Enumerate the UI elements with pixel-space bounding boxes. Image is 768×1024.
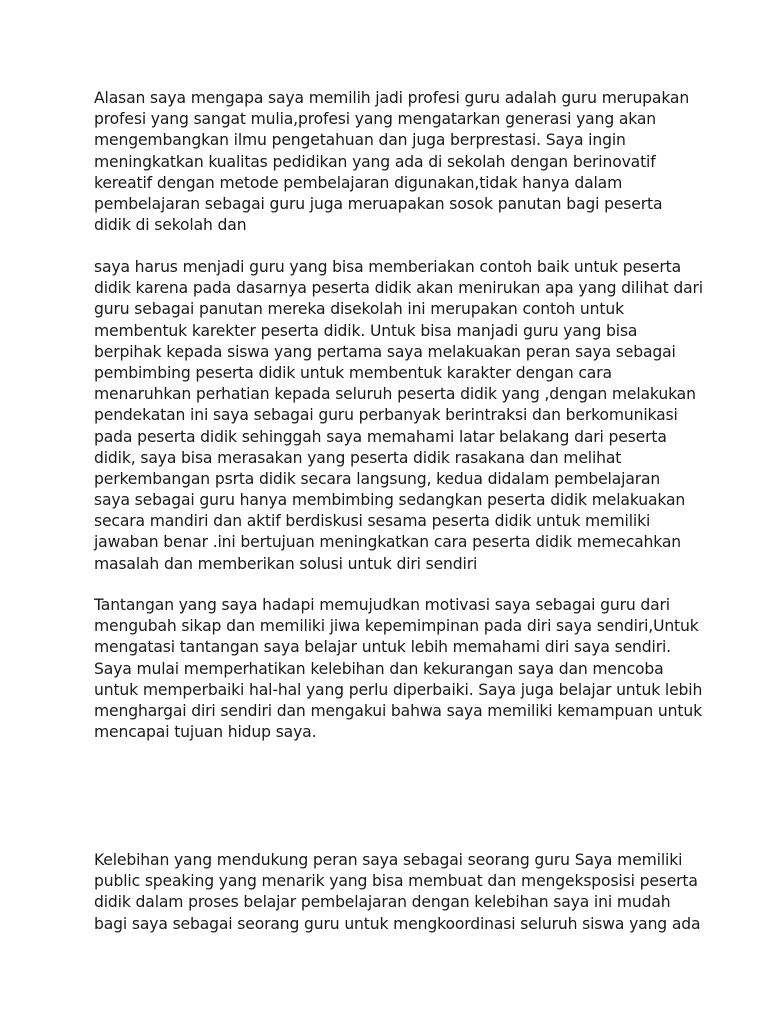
text-line: Kelebihan yang mendukung peran saya sebagai seorang guru Saya memiliki — [94, 851, 683, 869]
text-line: berpihak kepada siswa yang pertama saya melakuakan peran saya sebagai — [94, 342, 676, 361]
text-line: mengembangkan ilmu pengetahuan dan juga berprestasi. Saya ingin — [94, 131, 626, 150]
text-line: perkembangan psrta didik secara langsung, kedua didalam pembelajaran — [94, 469, 661, 488]
text-line: guru sebagai panutan mereka disekolah ini merupakan contoh untuk — [94, 300, 624, 319]
text-line: Alasan saya mengapa saya memilih jadi profesi guru adalah guru merupakan — [94, 89, 690, 107]
text-line: didik, saya bisa merasakan yang peserta didik rasakana dan melihat — [94, 448, 622, 467]
text-line: secara mandiri dan aktif berdiskusi sesama peserta didik untuk memiliki — [94, 512, 651, 531]
text-line: meningkatkan kualitas pedidikan yang ada di sekolah dengan berinovatif — [94, 152, 656, 171]
text-line: menaruhkan perhatian kepada seluruh peserta didik yang ,dengan melakukan — [94, 385, 696, 404]
text-line: didik di sekolah dan — [94, 216, 247, 235]
text-line: menghargai diri sendiri dan mengakui bahwa saya memiliki kemampuan untuk — [94, 701, 702, 720]
text-line: Saya mulai memperhatikan kelebihan dan kekurangan saya dan mencoba — [94, 659, 664, 678]
text-line: didik karena pada dasarnya peserta didik akan menirukan apa yang dilihat dari — [94, 279, 703, 298]
text-line: membentuk karekter peserta didik. Untuk bisa manjadi guru yang bisa — [94, 321, 638, 340]
text-line: mengubah sikap dan memiliki jiwa kepemimpinan pada diri saya sendiri,Untuk — [94, 617, 699, 636]
paragraph-alasan — [94, 88, 694, 236]
text-line: jawaban benar .ini bertujuan meningkatkan cara peserta didik memecahkan — [94, 533, 681, 552]
text-line: masalah dan memberikan solusi untuk diri sendiri — [94, 554, 478, 573]
text-line: didik dalam proses belajar pembelajaran dengan kelebihan saya ini mudah — [94, 893, 671, 912]
text-line: mencapai tujuan hidup saya. — [94, 723, 317, 742]
text-line: pembelajaran sebagai guru juga meruapakan sosok panutan bagi peserta — [94, 194, 663, 213]
text-line: Tantangan yang saya hadapi memujudkan motivasi saya sebagai guru dari — [94, 596, 670, 614]
text-line: bagi saya sebagai seorang guru untuk mengkoordinasi seluruh siswa yang ada — [94, 914, 701, 933]
paragraph-peran-guru — [94, 257, 703, 575]
text-line: saya sebagai guru hanya membimbing sedangkan peserta didik melakuakan — [94, 491, 686, 510]
text-line: untuk memperbaiki hal-hal yang perlu diperbaiki. Saya juga belajar untuk lebih — [94, 680, 703, 699]
text-line: public speaking yang menarik yang bisa membuat dan mengeksposisi peserta — [94, 872, 698, 891]
text-line: pendekatan ini saya sebagai guru perbanyak berintraksi dan berkomunikasi — [94, 406, 678, 425]
text-line: mengatasi tantangan saya belajar untuk lebih memahami diri saya sendiri. — [94, 638, 671, 657]
paragraph-kelebihan — [94, 850, 701, 935]
paragraph-tantangan — [94, 595, 703, 743]
text-line: saya harus menjadi guru yang bisa memberiakan contoh baik untuk peserta — [94, 258, 681, 276]
text-line: kereatif dengan metode pembelajaran digunakan,tidak hanya dalam — [94, 173, 623, 192]
text-line: profesi yang sangat mulia,profesi yang mengatarkan generasi yang akan — [94, 110, 657, 129]
text-line: pada peserta didik sehinggah saya memahami latar belakang dari peserta — [94, 427, 667, 446]
text-line: pembimbing peserta didik untuk membentuk karakter dengan cara — [94, 363, 612, 382]
